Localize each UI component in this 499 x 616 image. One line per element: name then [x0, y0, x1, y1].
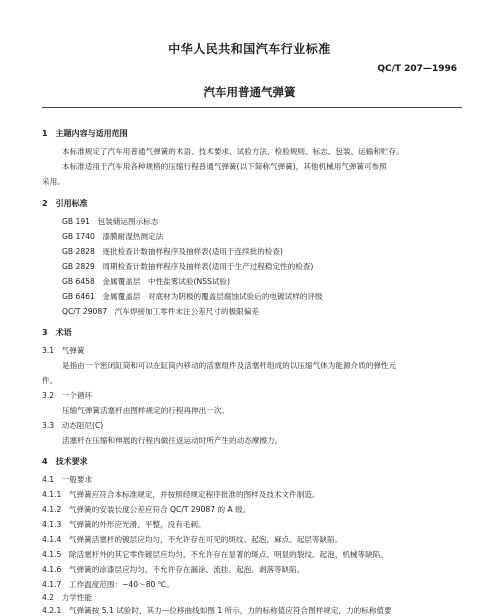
text-line: 是指由一个密闭缸筒和可以在缸筒内移动的活塞组件及活塞杆组成的以压缩气体为能源介质的弹性元: [62, 361, 397, 370]
document-title: 汽车用普通气弹簧: [203, 85, 296, 99]
text-line: GB 2829 周期检查计数抽样程序及抽样表(适用于生产过程稳定性的检查): [62, 262, 314, 271]
text-line: 活塞杆在压缩和伸展的行程内做往返运动时所产生的动态摩擦力。: [62, 436, 283, 445]
section-heading: 1 主题内容与适用范围: [42, 129, 128, 138]
text-line: 4.1.6 气弹簧的涂漆层应均匀，不允许存在漏涂、流挂、起泡、剥落等缺陷。: [42, 565, 305, 574]
text-line: GB 6461 金属覆盖层 对底材为阴极的覆盖层腐蚀试验后的电镀试样的评级: [62, 292, 323, 301]
text-line: 4.1.3 气弹簧的外形应光滑、平整，没有毛刺。: [42, 520, 206, 529]
text-line: GB 2828 逐批检查计数抽样程序及抽样表(适用于连续批的检查): [62, 247, 284, 256]
text-line: 采用。: [42, 177, 65, 186]
text-line: 4.2 力学性能: [42, 593, 93, 602]
text-line: GB 6458 金属覆盖层 中性盐雾试验(NSS试验): [62, 277, 230, 286]
text-line: QC/T 29087 汽车焊接加工零件未注公差尺寸的极限偏差: [62, 307, 259, 316]
header-rule: [42, 107, 462, 108]
text-line: GB 191 包装储运图示标志: [62, 217, 159, 226]
text-line: 4.2.1 气弹簧按 5.1 试验时，其力—位移曲线如图 1 所示，力的标称值应符合图样规定，力的标称值要: [42, 606, 392, 615]
text-line: 3.3 动态阻尼(C): [42, 421, 104, 430]
text-line: 本标准适用于汽车用各种规格的压缩行程普通气弹簧(以下简称气弹簧)，其他机械用气弹簧可参照: [62, 162, 387, 171]
text-line: 压缩气弹簧活塞杆由图样规定的行程再伸出一次。: [62, 406, 230, 415]
text-line: 3.1 气弹簧: [42, 346, 85, 355]
text-line: 本标准规定了汽车用普通气弹簧的术语、技术要求、试验方法、检验规则、标志、包装、运输和贮存。: [62, 147, 404, 156]
text-line: 4.1.2 气弹簧的安装长度公差应符合 QC/T 29087 的 A 级。: [42, 505, 251, 514]
text-line: GB 1740 漆膜耐湿热测定法: [62, 232, 164, 241]
text-line: 4.1.1 气弹簧应符合本标准规定，并按照经规定程序批准的图样及技术文件制造。: [42, 490, 320, 499]
text-line: 3.2 一个循环: [42, 391, 93, 400]
text-line: 4.1.5 除活塞杆外的其它零件镀层应均匀，不允许存在显著的斑点、明显的裂纹、起泡、机械等缺陷。: [42, 550, 388, 559]
text-line: 4.1 一般要求: [42, 475, 93, 484]
text-line: 件。: [42, 376, 58, 385]
text-line: 4.1.4 气弹簧活塞杆的镀层应均匀，不允许存在可见的斑纹、起泡、麻点、起层等缺陷。: [42, 535, 343, 544]
standard-number: QC/T 207—1996: [377, 64, 457, 74]
standard-organization-title: 中华人民共和国汽车行业标准: [168, 42, 331, 56]
section-heading: 2 引用标准: [42, 199, 88, 208]
text-line: 4.1.7 工作温度范围：−40～80 ℃。: [42, 580, 174, 589]
section-heading: 4 技术要求: [42, 457, 88, 466]
section-heading: 3 术语: [42, 328, 72, 337]
